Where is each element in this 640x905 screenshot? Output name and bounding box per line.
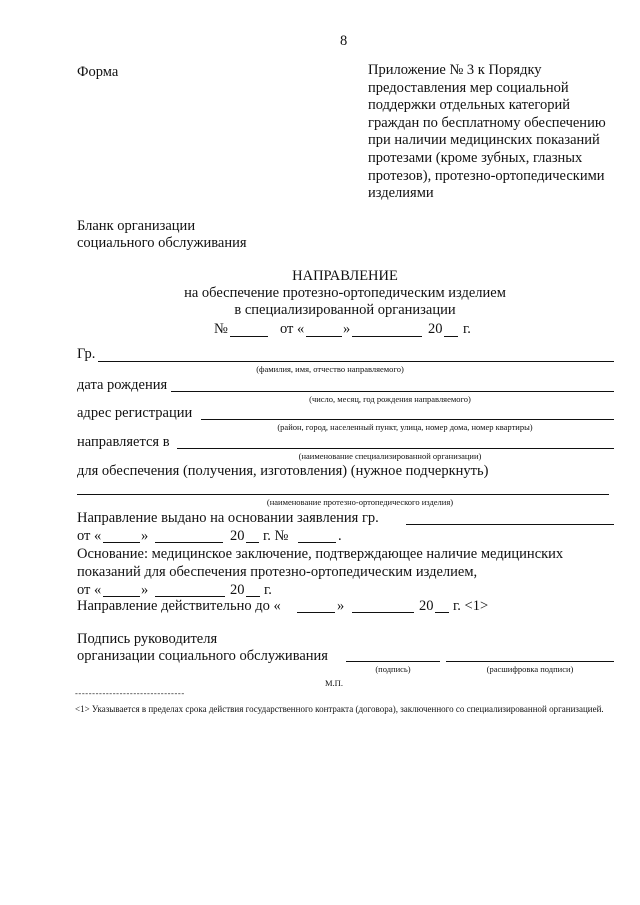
footnote-text: <1> Указывается в пределах срока действия государственного контракта (договора), заключенного со специализированной организацией. — [75, 704, 604, 714]
signature-decode-field[interactable] — [446, 661, 614, 662]
application-year-prefix: 20 — [230, 528, 245, 544]
footnote-separator: -------------------------------- — [75, 688, 185, 698]
form-label: Форма — [77, 64, 119, 80]
basis-year-prefix: 20 — [230, 582, 245, 598]
signature-line-1: Подпись руководителя — [77, 631, 218, 647]
quote-close: » — [343, 321, 351, 337]
org-blank-line2: социального обслуживания — [77, 235, 247, 251]
applicant-field[interactable] — [406, 524, 614, 525]
basis-month-blank[interactable] — [155, 596, 225, 597]
page-number: 8 — [340, 33, 348, 49]
application-date-from: от « — [77, 528, 102, 544]
signature-field[interactable] — [346, 661, 440, 662]
day-blank[interactable] — [306, 336, 342, 337]
birth-label: дата рождения — [77, 377, 168, 393]
year-blank[interactable] — [444, 336, 458, 337]
basis-line-1: Основание: медицинское заключение, подтверждающее наличие медицинских — [77, 546, 564, 562]
application-quote-close: » — [141, 528, 149, 544]
valid-year-blank[interactable] — [435, 612, 449, 613]
purpose-label: для обеспечения (получения, изготовления) (нужное подчеркнуть) — [77, 463, 489, 479]
signature-hint: (подпись) — [375, 664, 411, 674]
signature-line-2: организации социального обслуживания — [77, 648, 328, 664]
stamp-label: М.П. — [325, 678, 343, 688]
sent-to-hint: (наименование специализированной организации) — [298, 451, 482, 461]
appendix-note: Приложение № 3 к Порядку предоставления мер социальной поддержки отдельных категорий граждан по бесплатному обеспечению при наличии медицинских показаний протезами (кроме зубных, глазных протезов), протезно-ортопедическими изделиями — [368, 62, 606, 202]
valid-day-blank[interactable] — [297, 612, 335, 613]
citizen-field[interactable] — [98, 361, 614, 362]
product-field[interactable] — [77, 494, 609, 495]
signature-decode-hint: (расшифровка подписи) — [486, 664, 574, 674]
sent-to-label: направляется в — [77, 434, 170, 450]
org-blank-line1: Бланк организации — [77, 218, 196, 234]
month-blank[interactable] — [352, 336, 422, 337]
issued-label: Направление выдано на основании заявления гр. — [77, 510, 379, 526]
number-blank[interactable] — [230, 336, 268, 337]
document-title: НАПРАВЛЕНИЕ — [292, 268, 398, 284]
basis-line-2: показаний для обеспечения протезно-ортопедическим изделием, — [77, 564, 478, 580]
valid-year-prefix: 20 — [419, 598, 434, 614]
document-subtitle-1: на обеспечение протезно-ортопедическим изделием — [184, 285, 506, 301]
valid-label: Направление действительно до « — [77, 598, 281, 614]
valid-quote-close: » — [337, 598, 345, 614]
address-field[interactable] — [201, 419, 614, 420]
citizen-hint: (фамилия, имя, отчество направляемого) — [256, 364, 404, 374]
basis-date-from: от « — [77, 582, 102, 598]
application-month-blank[interactable] — [155, 542, 223, 543]
basis-quote-close: » — [141, 582, 149, 598]
birth-hint: (число, месяц, год рождения направляемого) — [309, 394, 471, 404]
sent-to-field[interactable] — [177, 448, 614, 449]
address-label: адрес регистрации — [77, 405, 193, 421]
basis-year-blank[interactable] — [246, 596, 260, 597]
basis-day-blank[interactable] — [103, 596, 140, 597]
valid-month-blank[interactable] — [352, 612, 414, 613]
product-hint: (наименование протезно-ортопедического изделия) — [266, 497, 454, 507]
address-hint: (район, город, населенный пункт, улица, номер дома, номер квартиры) — [277, 422, 533, 432]
document-subtitle-2: в специализированной организации — [234, 302, 456, 318]
year-suffix: г. — [463, 321, 471, 337]
number-sign: № — [214, 321, 228, 337]
year-prefix: 20 — [428, 321, 443, 337]
date-from-label: от « — [280, 321, 305, 337]
application-dot: . — [338, 528, 342, 544]
application-year-blank[interactable] — [246, 542, 259, 543]
application-number-blank[interactable] — [298, 542, 336, 543]
application-year-suffix: г. № — [263, 528, 289, 544]
birth-field[interactable] — [171, 391, 614, 392]
application-day-blank[interactable] — [103, 542, 140, 543]
valid-suffix: г. <1> — [453, 598, 489, 614]
basis-year-suffix: г. — [264, 582, 272, 598]
citizen-label: Гр. — [77, 346, 96, 362]
